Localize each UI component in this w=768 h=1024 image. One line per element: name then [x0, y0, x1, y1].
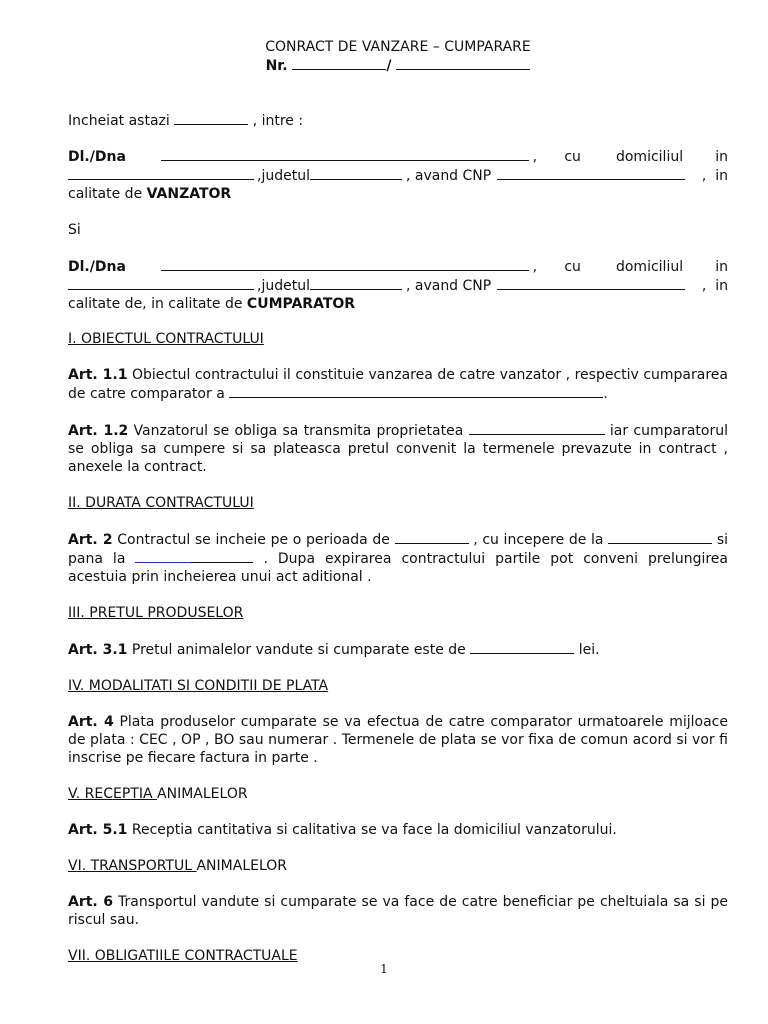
intro-text: Incheiat astazi [68, 113, 170, 129]
buyer-party-label: Dl./Dna [68, 259, 126, 275]
art-2-start-blank [608, 530, 712, 544]
art-6-label: Art. 6 [68, 894, 113, 910]
buyer-role-prefix: calitate de, in calitate de [68, 296, 243, 312]
art-3-1-label: Art. 3.1 [68, 642, 128, 658]
intro-date-blank [174, 111, 248, 125]
art-4-label: Art. 4 [68, 714, 114, 730]
art-1-2-text-a: Vanzatorul se obliga sa transmita proprietatea [128, 423, 464, 439]
section-6-heading [68, 857, 728, 875]
buyer-line-1 [68, 257, 728, 276]
seller-line-2 [68, 166, 728, 185]
seller-domiciliul: domiciliul [615, 149, 684, 165]
section-3-heading: III. PRETUL PRODUSELOR [68, 605, 244, 621]
seller-cnp-blank [497, 166, 685, 180]
intro-between: , intre : [252, 113, 304, 129]
buyer-in: in [715, 259, 729, 275]
art-1-1-label: Art. 1.1 [68, 367, 128, 383]
section-2-heading: II. DURATA CONTRACTULUI [68, 495, 254, 511]
buyer-judet-label: ,judetul [257, 278, 310, 294]
buyer-role: CUMPARATOR [246, 296, 356, 312]
article-3-1 [68, 640, 728, 659]
art-2-end-blank-b [191, 549, 253, 563]
seller-judet-label: ,judetul [257, 168, 310, 184]
art-1-1-blank [229, 384, 603, 398]
art-2-label: Art. 2 [68, 532, 113, 548]
seller-judet-blank [310, 166, 402, 180]
buyer-in-end: , in [701, 278, 728, 294]
art-2-text-a: Contractul se incheie pe o perioada de [112, 532, 390, 548]
buyer-domiciliul: domiciliul [615, 259, 684, 275]
art-2-period-blank [395, 530, 469, 544]
art-2-text-d: . Dupa expirarea contractului partile pot conveni prelungirea acestuia prin incheierea unui act aditional . [68, 551, 729, 585]
buyer-line-2 [68, 276, 728, 295]
seller-name-blank [161, 147, 528, 161]
contract-number-line [68, 56, 728, 75]
buyer-role-line [68, 295, 728, 313]
buyer-cnp-blank [497, 276, 685, 290]
art-3-1-text-a: Pretul animalelor vandute si cumparate este de [127, 642, 466, 658]
art-3-1-price-blank [470, 640, 574, 654]
article-6 [68, 893, 728, 929]
seller-cnp-label: , avand CNP [405, 168, 492, 184]
article-1-2 [68, 421, 728, 476]
seller-party-label: Dl./Dna [68, 149, 126, 165]
article-1-1 [68, 366, 728, 403]
seller-address-blank [68, 166, 254, 180]
section-6-heading-rest: ANIMALELOR [196, 858, 288, 874]
intro-line [68, 111, 728, 130]
seller-line-1 [68, 147, 728, 166]
article-2 [68, 530, 728, 586]
seller-block [68, 147, 728, 203]
art-5-1-label: Art. 5.1 [68, 822, 128, 838]
section-6-heading-underlined: VI. TRANSPORTUL [68, 858, 197, 874]
section-5-heading [68, 785, 728, 803]
seller-role-prefix: calitate de [68, 186, 143, 202]
art-1-2-blank [469, 421, 605, 435]
article-5-1 [68, 821, 728, 839]
art-1-2-label: Art. 1.2 [68, 423, 129, 439]
nr-blank [292, 56, 386, 70]
section-5-heading-rest: ANIMALELOR [157, 786, 248, 802]
seller-role: VANZATOR [146, 186, 232, 202]
nr-separator: / [386, 58, 392, 74]
art-2-text-c: si pana la [68, 532, 729, 567]
seller-cu: cu [564, 149, 581, 165]
nr-label: Nr. [265, 58, 288, 74]
section-1-heading: I. OBIECTUL CONTRACTULUI [68, 331, 264, 347]
buyer-cnp-label: , avand CNP [405, 278, 492, 294]
article-4 [68, 713, 728, 767]
buyer-comma: , [532, 259, 538, 275]
contract-title: CONRACT DE VANZARE – CUMPARARE [265, 39, 531, 55]
seller-role-line [68, 185, 728, 203]
art-5-1-text: Receptia cantitativa si calitativa se va face la domiciliul vanzatorului. [127, 822, 617, 838]
and-word: Si [68, 222, 81, 238]
section-5-heading-underlined: V. RECEPTIA [68, 786, 158, 802]
document-body [68, 38, 728, 965]
section-4-heading: IV. MODALITATI SI CONDITII DE PLATA [68, 678, 329, 694]
buyer-address-blank [68, 276, 254, 290]
art-1-1-text: Obiectul contractului il constituie vanzarea de catre vanzator , respectiv cumpararea de catre comparator a [68, 367, 728, 402]
buyer-block [68, 257, 728, 313]
seller-comma: , [532, 149, 538, 165]
buyer-name-blank [161, 257, 528, 271]
art-6-text: Transportul vandute si cumparate se va face de catre beneficiar pe cheltuiala sa si pe riscul sau. [68, 894, 728, 928]
seller-in-end: , in [701, 168, 728, 184]
date-blank [396, 56, 530, 70]
art-2-text-b: , cu incepere de la [473, 532, 604, 548]
art-3-1-text-b: lei. [578, 642, 600, 658]
art-1-2-text-b: iar cumparatorul se obliga sa cumpere si sa plateasca pretul convenit la termenele prevazute in contract , anexele la contract. [68, 423, 728, 475]
art-2-end-blank-a [135, 549, 191, 563]
buyer-cu: cu [564, 259, 581, 275]
art-4-text: Plata produselor cumparate se va efectua de catre comparator urmatoarele mijloace de plata : CEC , OP , BO sau numerar . Termenele de plata se vor fixa de comun acord si vor fi inscrise pe fiecare factura in parte . [68, 714, 728, 766]
buyer-judet-blank [310, 276, 402, 290]
document-title [68, 38, 728, 75]
section-7-heading: VII. OBLIGATIILE CONTRACTUALE [68, 948, 298, 964]
seller-in: in [715, 149, 729, 165]
art-1-1-end: . [603, 386, 608, 402]
page-number: 1 [380, 962, 388, 976]
